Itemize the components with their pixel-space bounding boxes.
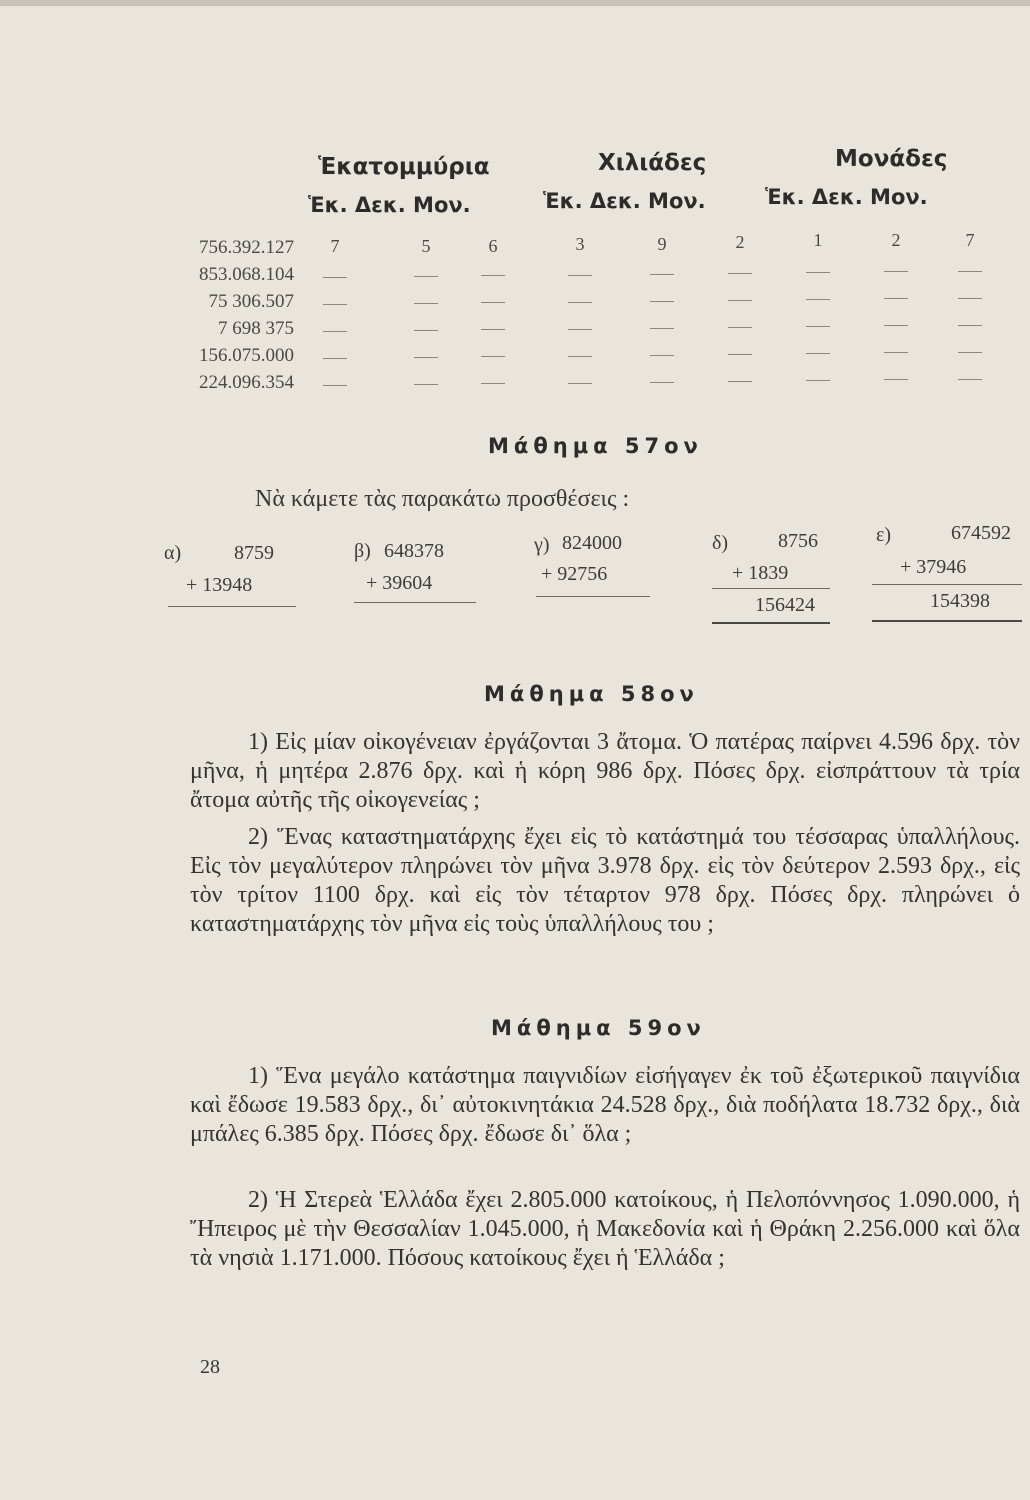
digit-cell: 1 bbox=[813, 230, 823, 250]
exercise-top-number: 8756 bbox=[778, 530, 818, 552]
lesson-59-heading: Μάθημα 59ον bbox=[491, 1016, 706, 1040]
digit-cell: 2 bbox=[891, 230, 901, 250]
blank-digit-line bbox=[728, 327, 752, 328]
subheader-units: Ἑκ. Δεκ. Μον. bbox=[765, 185, 928, 209]
digit-cell: 3 bbox=[575, 234, 585, 254]
sum-line bbox=[712, 588, 830, 589]
lesson-58-problem-2 bbox=[190, 823, 1020, 939]
blank-digit-line bbox=[728, 300, 752, 301]
digit-cell: 6 bbox=[488, 236, 498, 256]
blank-digit-line bbox=[414, 384, 438, 385]
exercise-top-number: 648378 bbox=[384, 540, 444, 562]
blank-digit-line bbox=[568, 356, 592, 357]
subheader-millions: Ἑκ. Δεκ. Μον. bbox=[308, 193, 471, 217]
blank-digit-line bbox=[958, 379, 982, 380]
lesson-58-problem-1 bbox=[190, 728, 1020, 815]
blank-digit-line bbox=[650, 274, 674, 275]
lesson-58-heading: Μάθημα 58ον bbox=[484, 682, 699, 706]
digit-cell: 7 bbox=[330, 236, 340, 256]
table-row-number: 156.075.000 bbox=[199, 345, 294, 366]
blank-digit-line bbox=[884, 271, 908, 272]
group-header-millions: Ἑκατομμύρια bbox=[318, 154, 490, 180]
lesson-57-instruction: Νὰ κάμετε τὰς παρακάτω προσθέσεις : bbox=[255, 486, 630, 512]
exercise-bottom-number: + 39604 bbox=[366, 572, 433, 594]
blank-digit-line bbox=[481, 356, 505, 357]
problem-text: 2) Ἕνας καταστηματάρχης ἔχει εἰς τὸ κατάστημά του τέσσαρας ὑπαλλήλους. Εἰς τὸν μεγαλύτερον πληρώνει τὸν μῆνα 3.978 δρχ. εἰς τὸν δεύτερον 2.593 δρχ., εἰς τὸν τρίτον 1100 δρχ. καὶ εἰς τὸν τέταρτον 978 δρχ. Πόσες δρχ. πληρώνει ὁ καταστηματάρχης τὸν μῆνα εἰς τοὺς ὑπαλλήλους του ; bbox=[190, 824, 1020, 937]
blank-digit-line bbox=[323, 385, 347, 386]
exercise-label: γ) bbox=[534, 534, 550, 556]
blank-digit-line bbox=[884, 298, 908, 299]
blank-digit-line bbox=[650, 301, 674, 302]
group-header-units: Μονάδες bbox=[835, 146, 948, 172]
sum-line bbox=[168, 606, 296, 607]
blank-digit-line bbox=[414, 330, 438, 331]
exercise-bottom-number: + 13948 bbox=[186, 574, 253, 596]
sum-line bbox=[536, 596, 650, 597]
exercise-label: β) bbox=[354, 540, 371, 562]
blank-digit-line bbox=[958, 352, 982, 353]
blank-digit-line bbox=[568, 383, 592, 384]
blank-digit-line bbox=[568, 302, 592, 303]
page-top-edge bbox=[0, 0, 1030, 6]
blank-digit-line bbox=[323, 304, 347, 305]
blank-digit-line bbox=[958, 298, 982, 299]
blank-digit-line bbox=[958, 325, 982, 326]
blank-digit-line bbox=[414, 357, 438, 358]
page-number: 28 bbox=[200, 1356, 220, 1378]
table-row-number: 224.096.354 bbox=[199, 372, 294, 393]
digit-cell: 7 bbox=[965, 230, 975, 250]
blank-digit-line bbox=[884, 352, 908, 353]
blank-digit-line bbox=[728, 354, 752, 355]
exercise-top-number: 8759 bbox=[234, 542, 274, 564]
blank-digit-line bbox=[481, 302, 505, 303]
blank-digit-line bbox=[481, 275, 505, 276]
lesson-59-problem-2 bbox=[190, 1186, 1020, 1273]
lesson-59-problem-1 bbox=[190, 1062, 1020, 1149]
blank-digit-line bbox=[414, 276, 438, 277]
sum-line bbox=[354, 602, 476, 603]
blank-digit-line bbox=[884, 325, 908, 326]
blank-digit-line bbox=[650, 355, 674, 356]
exercise-bottom-number: + 92756 bbox=[541, 563, 608, 585]
blank-digit-line bbox=[806, 299, 830, 300]
blank-digit-line bbox=[806, 353, 830, 354]
blank-digit-line bbox=[481, 383, 505, 384]
blank-digit-line bbox=[568, 275, 592, 276]
sum-line bbox=[872, 584, 1022, 585]
blank-digit-line bbox=[568, 329, 592, 330]
exercise-label: δ) bbox=[712, 532, 729, 554]
group-header-thousands: Χιλιάδες bbox=[598, 150, 707, 176]
result-underline bbox=[872, 620, 1022, 622]
exercise-result: 156424 bbox=[755, 594, 815, 616]
table-row-number: 756.392.127 bbox=[199, 237, 294, 258]
blank-digit-line bbox=[884, 379, 908, 380]
problem-text: 1) Ἕνα μεγάλο κατάστημα παιγνιδίων εἰσήγαγεν ἐκ τοῦ ἐξωτερικοῦ παιγνίδια καὶ ἔδωσε 19.583 δρχ., δι᾽ αὐτοκινητάκια 24.528 δρχ., διὰ ποδήλατα 18.732 δρχ., διὰ μπάλες 6.385 δρχ. Πόσες δρχ. ἔδωσε δι᾽ ὅλα ; bbox=[190, 1063, 1020, 1147]
blank-digit-line bbox=[806, 272, 830, 273]
blank-digit-line bbox=[414, 303, 438, 304]
blank-digit-line bbox=[806, 326, 830, 327]
table-row-number: 853.068.104 bbox=[199, 264, 294, 285]
exercise-bottom-number: + 1839 bbox=[732, 562, 789, 584]
blank-digit-line bbox=[728, 273, 752, 274]
blank-digit-line bbox=[650, 328, 674, 329]
blank-digit-line bbox=[806, 380, 830, 381]
exercise-top-number: 824000 bbox=[562, 532, 622, 554]
exercise-bottom-number: + 37946 bbox=[900, 556, 967, 578]
table-row-number: 7 698 375 bbox=[218, 318, 294, 339]
lesson-57-heading: Μάθημα 57ον bbox=[488, 434, 703, 458]
exercise-result: 154398 bbox=[930, 590, 990, 612]
table-row-number: 75 306.507 bbox=[208, 291, 294, 312]
digit-cell: 2 bbox=[735, 232, 745, 252]
blank-digit-line bbox=[481, 329, 505, 330]
blank-digit-line bbox=[323, 331, 347, 332]
blank-digit-line bbox=[323, 358, 347, 359]
blank-digit-line bbox=[958, 271, 982, 272]
problem-text: 2) Ἡ Στερεὰ Ἑλλάδα ἔχει 2.805.000 κατοίκους, ἡ Πελοπόννησος 1.090.000, ἡ Ἤπειρος μὲ τὴν Θεσσαλίαν 1.045.000, ἡ Μακεδονία καὶ ἡ Θράκη 2.256.000 καὶ ὅλα τὰ νησιὰ 1.171.000. Πόσους κατοίκους ἔχει ἡ Ἑλλάδα ; bbox=[190, 1187, 1020, 1271]
blank-digit-line bbox=[323, 277, 347, 278]
exercise-label: α) bbox=[164, 542, 182, 564]
exercise-label: ε) bbox=[876, 524, 892, 546]
digit-cell: 5 bbox=[421, 236, 431, 256]
blank-digit-line bbox=[650, 382, 674, 383]
blank-digit-line bbox=[728, 381, 752, 382]
exercise-top-number: 674592 bbox=[951, 522, 1011, 544]
result-underline bbox=[712, 622, 830, 624]
problem-text: 1) Εἰς μίαν οἰκογένειαν ἐργάζονται 3 ἄτομα. Ὁ πατέρας παίρνει 4.596 δρχ. τὸν μῆνα, ἡ μητέρα 2.876 δρχ. καὶ ἡ κόρη 986 δρχ. Πόσες δρχ. εἰσπράττουν τὰ τρία ἄτομα αὐτῆς τῆς οἰκογενείας ; bbox=[190, 729, 1020, 813]
digit-cell: 9 bbox=[657, 234, 667, 254]
subheader-thousands: Ἑκ. Δεκ. Μον. bbox=[543, 189, 706, 213]
